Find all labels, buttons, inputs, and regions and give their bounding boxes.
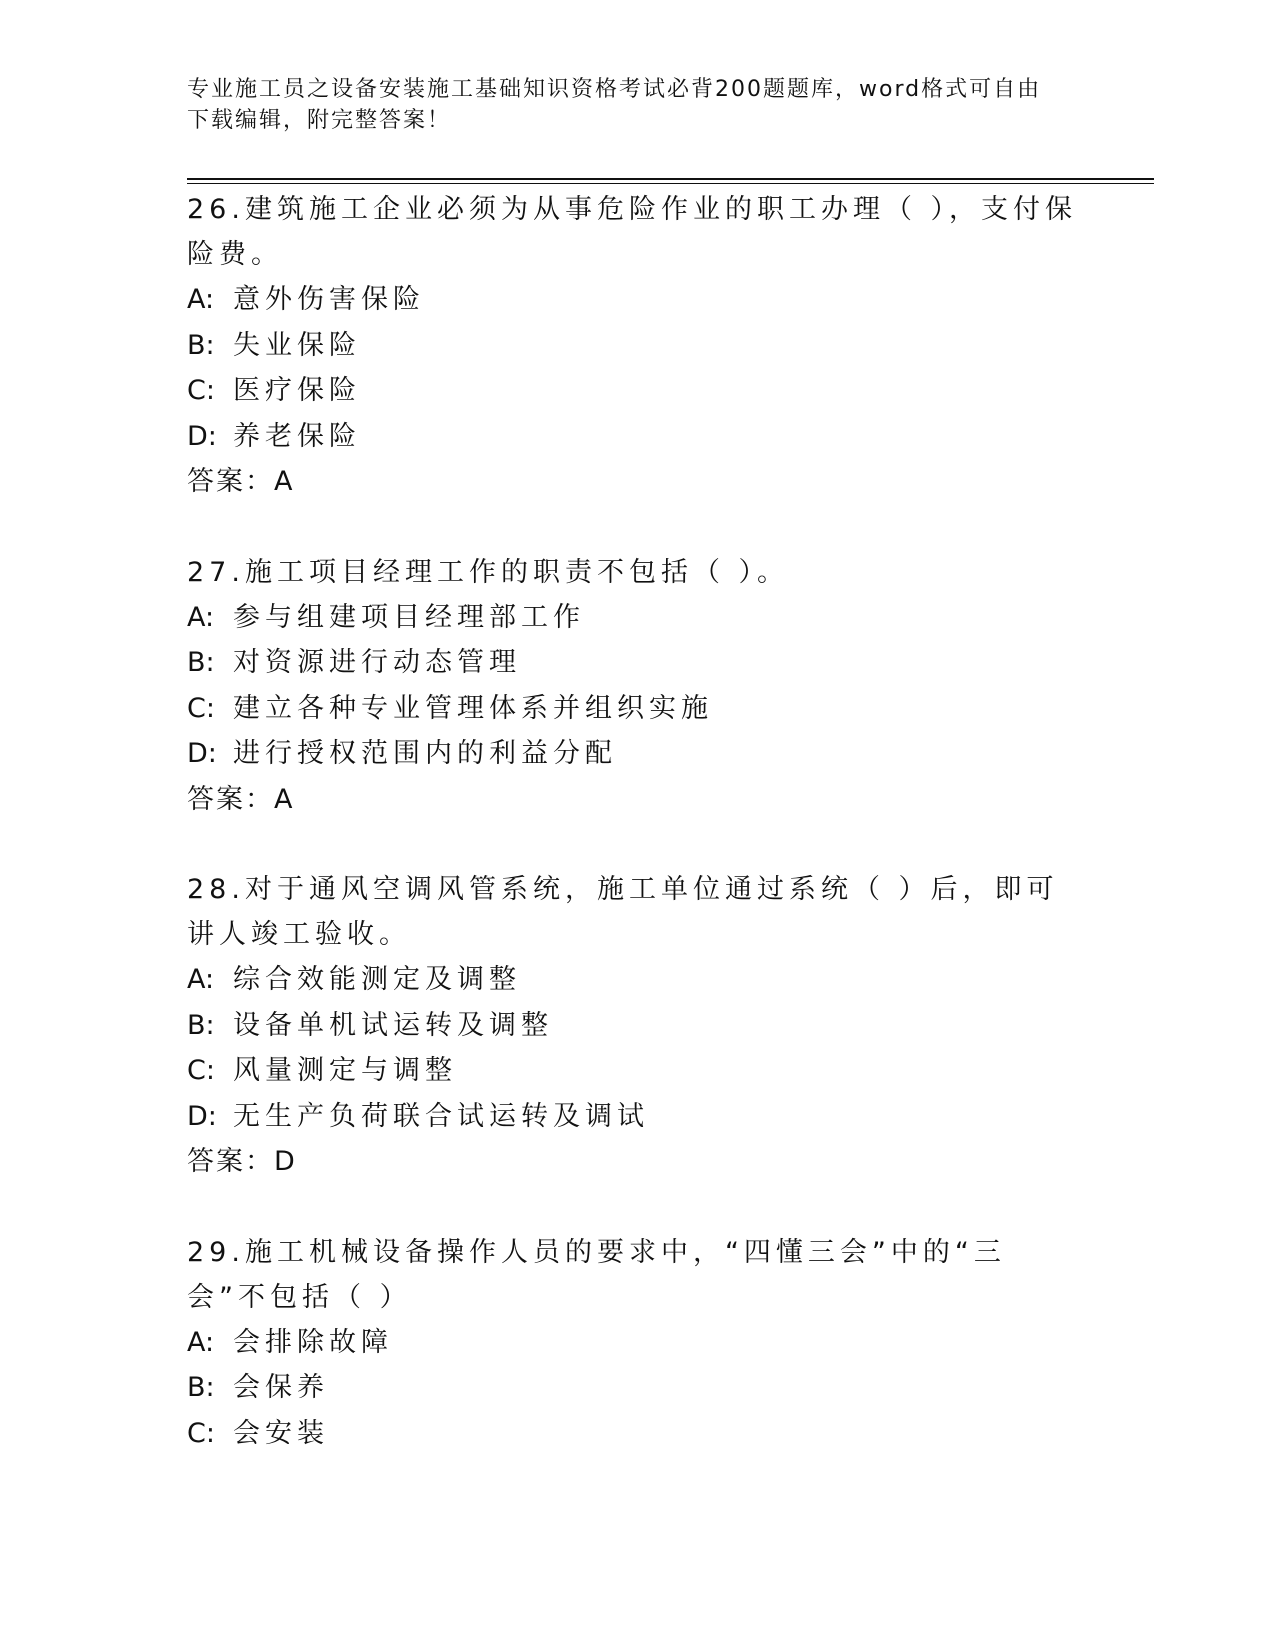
option-c (187, 1411, 1087, 1457)
option-d (187, 414, 1087, 460)
option-letter: C: (187, 1417, 215, 1449)
option-text: 失业保险 (233, 329, 361, 361)
question-29 (187, 1230, 1087, 1457)
answer-line: 答案：A (187, 466, 295, 497)
option-letter: D: (187, 738, 217, 769)
option-text: 进行授权范围内的利益分配 (233, 738, 617, 769)
option-letter: B: (187, 647, 215, 678)
option-text: 无生产负荷联合试运转及调试 (233, 1100, 649, 1132)
option-text: 会排除故障 (233, 1326, 393, 1358)
option-b (187, 323, 1087, 369)
answer-line: 答案：A (187, 783, 295, 815)
header-line-2: 下载编辑，附完整答案！ (187, 108, 452, 133)
option-text: 医疗保险 (233, 375, 361, 406)
header-rule-thick (187, 178, 1154, 180)
option-text: 意外伤害保险 (233, 284, 425, 315)
option-b (187, 1003, 1087, 1049)
option-letter: A: (187, 284, 215, 315)
question-text: 28.对于通风空调风管系统，施工单位通过系统（ ）后，即可讲人竣工验收。 (187, 874, 1059, 950)
option-text: 会保养 (233, 1372, 329, 1403)
question-list (187, 187, 1087, 1501)
option-c (187, 686, 1087, 732)
option-c (187, 368, 1087, 414)
option-d (187, 731, 1087, 777)
option-text: 会安装 (233, 1417, 329, 1449)
option-c (187, 1048, 1087, 1094)
option-letter: A: (187, 1326, 215, 1358)
option-d (187, 1094, 1087, 1140)
option-letter: C: (187, 1055, 215, 1086)
option-text: 设备单机试运转及调整 (233, 1009, 553, 1041)
option-letter: B: (187, 1009, 215, 1041)
option-a (187, 1320, 1087, 1366)
question-27 (187, 550, 1087, 823)
option-a (187, 595, 1087, 641)
option-letter: B: (187, 329, 215, 361)
header-rule-thin (187, 183, 1154, 184)
answer-line: 答案：D (187, 1146, 297, 1177)
option-letter: A: (187, 964, 215, 995)
option-text: 建立各种专业管理体系并组织实施 (233, 692, 713, 724)
header-line-1: 专业施工员之设备安装施工基础知识资格考试必背200题题库，word格式可自由 (187, 77, 1042, 102)
option-b (187, 640, 1087, 686)
option-text: 风量测定与调整 (233, 1055, 457, 1086)
document-header (187, 74, 1087, 136)
option-letter: B: (187, 1372, 215, 1403)
option-text: 参与组建项目经理部工作 (233, 601, 585, 633)
question-text: 26.建筑施工企业必须为从事危险作业的职工办理（ ），支付保险费。 (187, 194, 1078, 270)
option-a (187, 277, 1087, 323)
option-letter: D: (187, 1100, 217, 1132)
option-letter: A: (187, 601, 215, 633)
option-text: 对资源进行动态管理 (233, 647, 521, 678)
option-letter: C: (187, 692, 215, 724)
option-b (187, 1365, 1087, 1411)
question-text: 29.施工机械设备操作人员的要求中，“四懂三会”中的“三会”不包括（ ） (187, 1236, 1006, 1313)
option-letter: D: (187, 420, 217, 452)
option-a (187, 957, 1087, 1003)
question-text: 27.施工项目经理工作的职责不包括（ ）。 (187, 556, 790, 588)
option-text: 综合效能测定及调整 (233, 964, 521, 995)
option-text: 养老保险 (233, 420, 361, 452)
option-letter: C: (187, 375, 215, 406)
question-26 (187, 187, 1087, 505)
question-28 (187, 867, 1087, 1185)
